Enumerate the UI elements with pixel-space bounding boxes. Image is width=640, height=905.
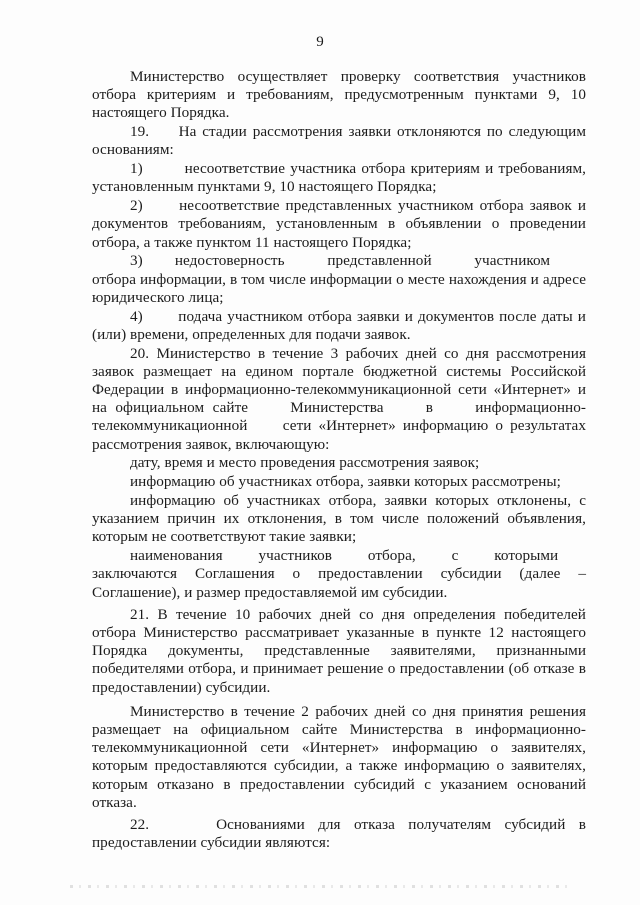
- paragraph-20: 20. Министерство в течение 3 рабочих дней со дня рассмотрения заявок размещает на едином портале бюджетной системы Российской Федерации в информационно-телекоммуникационной сети «Интернет» и на официальном сайте Министерства в информационно-телекоммуникационной сети «Интернет» информацию о результатах рассмотрения заявок, включающую:: [92, 344, 586, 453]
- paragraph-20-item-names: наименования участников отбора, с которыми заключаются Соглашения о предоставлении субсидии (далее – Соглашение), и размер предоставляемой им субсидии.: [92, 547, 586, 601]
- paragraph-21-publication: Министерство в течение 2 рабочих дней со дня принятия решения размещает на официальном сайте Министерства в информационно-телекоммуникационной сети «Интернет» информацию о заявителях, которым предоставляются субсидии, а также информацию о заявителях, которым отказано в предоставлении субсидий с указанием оснований отказа.: [92, 702, 586, 811]
- paragraph-20-item-date: дату, время и место проведения рассмотрения заявок;: [130, 454, 480, 472]
- paragraph-19: 19. На стадии рассмотрения заявки отклоняются по следующим основаниям:: [92, 123, 586, 159]
- paragraph-20-item-rejected: информацию об участниках отбора, заявки которых отклонены, с указанием причин их отклонения, в том числе положений объявления, которым не соответствуют такие заявки;: [92, 492, 586, 546]
- document-body: [92, 68, 586, 853]
- paragraph-20-item-reviewed: информацию об участниках отбора, заявки которых рассмотрены;: [130, 473, 561, 491]
- page-number: 9: [316, 34, 324, 50]
- paragraph-19-item-1: 1) несоответствие участника отбора критериям и требованиям, установленным пунктами 9, 10 настоящего Порядка;: [92, 160, 586, 196]
- paragraph-19-item-2: 2) несоответствие представленных участником отбора заявок и документов требованиям, установленным в объявлении о проведении отбора, а также пунктом 11 настоящего Порядка;: [92, 197, 586, 251]
- paragraph-19-item-3: 3) недостоверность представленной участником отбора информации, в том числе информации о месте нахождения и адресе юридического лица;: [92, 252, 586, 306]
- scan-artifact-line: [70, 885, 570, 888]
- paragraph-22: 22. Основаниями для отказа получателям субсидий в предоставлении субсидии являются:: [92, 816, 586, 852]
- paragraph-intro: Министерство осуществляет проверку соответствия участников отбора критериям и требованиям, предусмотренным пунктами 9, 10 настоящего Порядка.: [92, 68, 586, 122]
- paragraph-21: 21. В течение 10 рабочих дней со дня определения победителей отбора Министерство рассматривает указанные в пункте 12 настоящего Порядка документы, представленные заявителями, признанными победителями отбора, и принимает решение о предоставлении (об отказе в предоставлении) субсидии.: [92, 605, 586, 696]
- paragraph-19-item-4: 4) подача участником отбора заявки и документов после даты и (или) времени, определенных для подачи заявок.: [92, 307, 586, 343]
